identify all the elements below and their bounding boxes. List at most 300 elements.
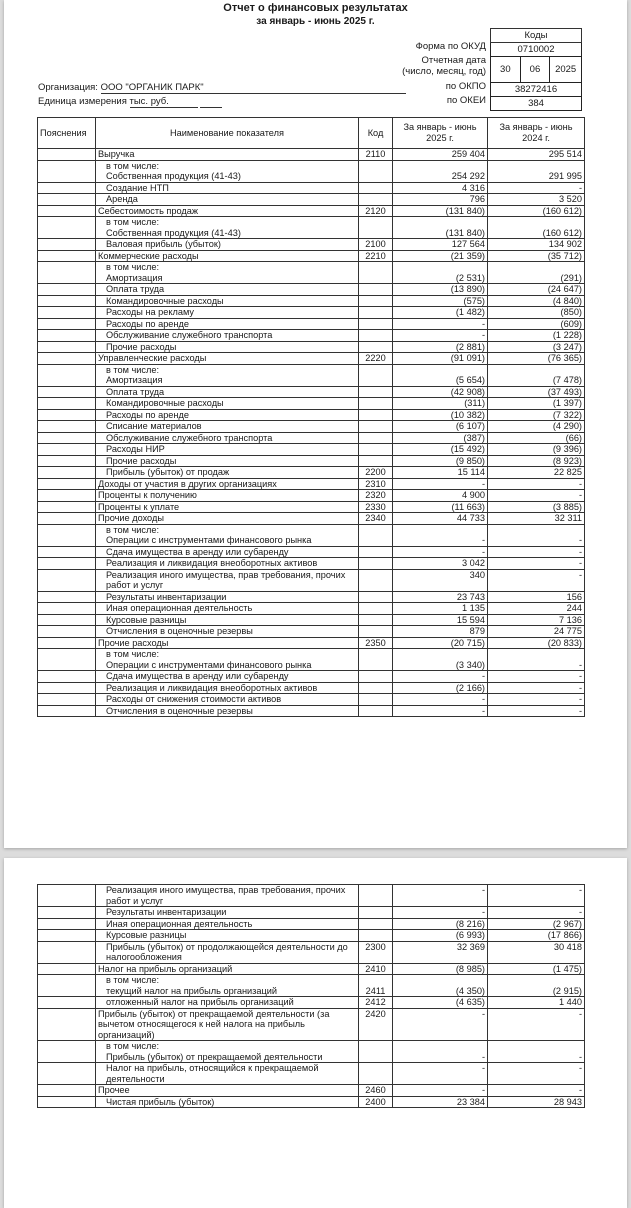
table-row [38, 694, 585, 706]
notes-cell [38, 682, 96, 694]
table-row [38, 1041, 585, 1063]
financial-results-table-page1 [37, 117, 585, 717]
indicator-label: Прибыль (убыток) от прекращаемой деятельности [106, 1051, 323, 1062]
value-2024: - [488, 1008, 585, 1041]
indicator-name [96, 398, 359, 410]
value-2025: 4 316 [393, 182, 488, 194]
value-2024: 156 [488, 591, 585, 603]
in-that-number-label: в том числе: [106, 649, 160, 659]
indicator-label: Курсовые разницы [106, 930, 187, 940]
indicator-name [96, 341, 359, 353]
table-row [38, 501, 585, 513]
indicator-name [96, 637, 359, 649]
indicator-label: Амортизация [106, 375, 163, 385]
indicator-name [96, 501, 359, 513]
value-2024: (4 840) [488, 295, 585, 307]
col-header-code: Код [359, 118, 393, 149]
indicator-name [96, 194, 359, 206]
indicator-name [96, 386, 359, 398]
indicator-name [96, 318, 359, 330]
value-2025: (575) [393, 295, 488, 307]
indicator-name [96, 614, 359, 626]
value-2025: - [393, 694, 488, 706]
notes-cell [38, 963, 96, 975]
value-2025: (15 492) [393, 444, 488, 456]
report-period: за январь - июнь 2025 г. [256, 16, 375, 27]
value-2024: 3 520 [488, 194, 585, 206]
indicator-name [96, 591, 359, 603]
value-2024: (17 866) [488, 930, 585, 942]
okpo-label: по ОКПО [445, 81, 486, 92]
indicator-label: Расходы по аренде [106, 409, 189, 420]
table-row [38, 558, 585, 570]
indicator-name [96, 307, 359, 319]
report-title: Отчет о финансовых результатах [223, 2, 408, 14]
value-2024: - [488, 907, 585, 919]
indicator-name [96, 513, 359, 525]
line-code [359, 649, 393, 671]
unit-blank [200, 96, 222, 108]
notes-cell [38, 941, 96, 963]
table-row [38, 671, 585, 683]
value-2024: 244 [488, 603, 585, 615]
value-2025: (2 881) [393, 341, 488, 353]
table-row [38, 1008, 585, 1041]
table-row [38, 160, 585, 182]
table-row [38, 603, 585, 615]
value-2025: - [393, 478, 488, 490]
indicator-name [96, 682, 359, 694]
line-code [359, 885, 393, 907]
line-code: 2460 [359, 1085, 393, 1097]
indicator-name [96, 649, 359, 671]
value-2024: - [488, 1085, 585, 1097]
value-2024: (1 475) [488, 963, 585, 975]
indicator-name [96, 330, 359, 342]
value-2025: 879 [393, 626, 488, 638]
line-code [359, 918, 393, 930]
indicator-label: Результаты инвентаризации [106, 907, 227, 917]
value-2024: - [488, 682, 585, 694]
value-2025: (20 715) [393, 637, 488, 649]
indicator-name [96, 409, 359, 421]
table-row [38, 432, 585, 444]
line-code [359, 160, 393, 182]
table-row [38, 217, 585, 239]
value-2024: 291 995 [488, 160, 585, 182]
value-2025: 23 743 [393, 591, 488, 603]
value-2025: - [393, 907, 488, 919]
table-row [38, 524, 585, 546]
line-code [359, 182, 393, 194]
table-row [38, 963, 585, 975]
line-code: 2300 [359, 941, 393, 963]
value-2024: (35 712) [488, 250, 585, 262]
value-2025: (21 359) [393, 250, 488, 262]
unit-label: Единица измерения [38, 96, 127, 107]
table-row [38, 513, 585, 525]
line-code [359, 591, 393, 603]
value-2024: - [488, 569, 585, 591]
value-2024: - [488, 490, 585, 502]
value-2025: 4 900 [393, 490, 488, 502]
indicator-name [96, 1096, 359, 1108]
table-row [38, 705, 585, 717]
value-2024: (850) [488, 307, 585, 319]
value-2024: 134 902 [488, 239, 585, 251]
line-code [359, 284, 393, 296]
notes-cell [38, 591, 96, 603]
value-2024: (609) [488, 318, 585, 330]
value-2024: (7 322) [488, 409, 585, 421]
indicator-name [96, 149, 359, 161]
table-row [38, 421, 585, 433]
indicator-label: Реализация и ликвидация внеоборотных активов [106, 682, 318, 693]
notes-cell [38, 239, 96, 251]
notes-cell [38, 386, 96, 398]
line-code: 2310 [359, 478, 393, 490]
codes-box [490, 28, 582, 111]
line-code: 2410 [359, 963, 393, 975]
indicator-name [96, 546, 359, 558]
value-2024: - [488, 558, 585, 570]
line-code [359, 1041, 393, 1063]
value-2024: (9 396) [488, 444, 585, 456]
table-row [38, 455, 585, 467]
indicator-label: Чистая прибыль (убыток) [106, 1096, 215, 1107]
notes-cell [38, 930, 96, 942]
notes-cell [38, 626, 96, 638]
notes-cell [38, 1096, 96, 1108]
line-code [359, 330, 393, 342]
notes-cell [38, 705, 96, 717]
value-2024: (7 478) [488, 364, 585, 386]
table-row [38, 467, 585, 479]
indicator-label: отложенный налог на прибыль организаций [106, 997, 294, 1007]
indicator-label: Аренда [106, 194, 138, 204]
table-row [38, 295, 585, 307]
value-2024: (1 397) [488, 398, 585, 410]
in-that-number-label: в том числе: [106, 364, 160, 375]
indicator-name [96, 250, 359, 262]
value-2025: 259 404 [393, 149, 488, 161]
value-2024: 7 136 [488, 614, 585, 626]
table-row [38, 182, 585, 194]
value-2024: (2 967) [488, 918, 585, 930]
date-year: 2025 [550, 57, 582, 83]
value-2024: - [488, 1063, 585, 1085]
line-code [359, 614, 393, 626]
table-row [38, 649, 585, 671]
notes-cell [38, 975, 96, 997]
table-row [38, 353, 585, 365]
line-code [359, 569, 393, 591]
line-code: 2210 [359, 250, 393, 262]
line-code [359, 318, 393, 330]
value-2024: (20 833) [488, 637, 585, 649]
unit-line [38, 96, 222, 108]
indicator-name [96, 284, 359, 296]
table-row [38, 918, 585, 930]
notes-cell [38, 295, 96, 307]
indicator-name [96, 671, 359, 683]
indicator-name [96, 975, 359, 997]
line-code [359, 307, 393, 319]
table-row [38, 941, 585, 963]
notes-cell [38, 262, 96, 284]
notes-cell [38, 918, 96, 930]
indicator-label: Отчисления в оценочные резервы [106, 626, 253, 636]
table-row [38, 284, 585, 296]
line-code [359, 705, 393, 717]
line-code [359, 558, 393, 570]
value-2024: (291) [488, 262, 585, 284]
value-2025: 15 114 [393, 467, 488, 479]
indicator-name [96, 558, 359, 570]
indicator-name [96, 490, 359, 502]
value-2025: - [393, 1008, 488, 1041]
notes-cell [38, 524, 96, 546]
line-code [359, 262, 393, 284]
value-2025: (4 635) [393, 997, 488, 1009]
value-2024: - [488, 182, 585, 194]
organization-label: Организация: [38, 82, 98, 93]
notes-cell [38, 444, 96, 456]
indicator-name [96, 963, 359, 975]
table-row [38, 569, 585, 591]
table-row [38, 975, 585, 997]
table-row [38, 591, 585, 603]
okei-value: 384 [491, 97, 582, 111]
value-2025: (3 340) [393, 649, 488, 671]
line-code: 2411 [359, 975, 393, 997]
indicator-label: Иная операционная деятельность [106, 603, 253, 613]
indicator-name [96, 467, 359, 479]
value-2025: 796 [393, 194, 488, 206]
in-that-number-label: в том числе: [106, 217, 160, 227]
indicator-label: Расходы на рекламу [106, 307, 195, 317]
indicator-name [96, 1085, 359, 1097]
table-row [38, 194, 585, 206]
indicator-label: Собственная продукция (41-43) [106, 227, 241, 238]
indicator-label: Отчисления в оценочные резервы [106, 705, 253, 716]
okei-label: по ОКЕИ [446, 95, 486, 106]
organization-name: ООО "ОРГАНИК ПАРК" [101, 82, 406, 94]
indicator-name [96, 941, 359, 963]
value-2024: (160 612) [488, 217, 585, 239]
value-2025: - [393, 318, 488, 330]
indicator-name [96, 444, 359, 456]
table-row [38, 885, 585, 907]
table-row [38, 330, 585, 342]
indicator-label: Командировочные расходы [106, 398, 224, 408]
value-2025: (2 166) [393, 682, 488, 694]
line-code [359, 930, 393, 942]
col-header-name: Наименование показателя [96, 118, 359, 149]
indicator-label: Реализация иного имущества, прав требования, прочих работ и услуг [106, 885, 346, 906]
line-code: 2330 [359, 501, 393, 513]
value-2025: (131 840) [393, 205, 488, 217]
indicator-name [96, 694, 359, 706]
indicator-label: Проценты к получению [98, 490, 197, 500]
indicator-label: Прочие расходы [106, 341, 177, 352]
value-2025: - [393, 671, 488, 683]
okud-value: 0710002 [491, 43, 582, 57]
notes-cell [38, 997, 96, 1009]
indicator-label: Расходы НИР [106, 444, 165, 454]
indicator-name [96, 205, 359, 217]
indicator-name [96, 353, 359, 365]
table-row [38, 637, 585, 649]
table-row [38, 626, 585, 638]
indicator-label: Обслуживание служебного транспорта [106, 330, 273, 340]
indicator-name [96, 1063, 359, 1085]
value-2024: - [488, 694, 585, 706]
line-code [359, 409, 393, 421]
indicator-label: Амортизация [106, 272, 163, 283]
notes-cell [38, 513, 96, 525]
notes-cell [38, 160, 96, 182]
notes-cell [38, 501, 96, 513]
value-2025: 1 135 [393, 603, 488, 615]
value-2025: (42 908) [393, 386, 488, 398]
notes-cell [38, 455, 96, 467]
codes-header: Коды [491, 29, 582, 43]
table-row [38, 341, 585, 353]
indicator-label: Прибыль (убыток) от продолжающейся деятельности до налогообложения [106, 941, 348, 962]
indicator-label: Управленческие расходы [98, 353, 207, 363]
line-code: 2110 [359, 149, 393, 161]
in-that-number-label: в том числе: [106, 262, 160, 272]
value-2024: 24 775 [488, 626, 585, 638]
line-code [359, 444, 393, 456]
okpo-value: 38272416 [491, 83, 582, 97]
notes-cell [38, 364, 96, 386]
value-2024: (1 228) [488, 330, 585, 342]
indicator-name [96, 705, 359, 717]
indicator-label: Расходы от снижения стоимости активов [106, 694, 282, 704]
value-2025: (8 985) [393, 963, 488, 975]
line-code: 2350 [359, 637, 393, 649]
value-2024: (76 365) [488, 353, 585, 365]
table-row [38, 262, 585, 284]
indicator-name [96, 364, 359, 386]
notes-cell [38, 1008, 96, 1041]
value-2024: - [488, 671, 585, 683]
table-row [38, 546, 585, 558]
table-row [38, 682, 585, 694]
in-that-number-label: в том числе: [106, 524, 160, 535]
indicator-label: Прочее [98, 1085, 130, 1095]
value-2025: 340 [393, 569, 488, 591]
value-2024: - [488, 546, 585, 558]
table-row [38, 149, 585, 161]
value-2025: - [393, 330, 488, 342]
value-2024: 22 825 [488, 467, 585, 479]
indicator-name [96, 524, 359, 546]
line-code: 2200 [359, 467, 393, 479]
table-row [38, 239, 585, 251]
indicator-label: Иная операционная деятельность [106, 918, 253, 929]
line-code [359, 341, 393, 353]
table-row [38, 398, 585, 410]
value-2024: - [488, 478, 585, 490]
value-2024: - [488, 524, 585, 546]
indicator-name [96, 295, 359, 307]
indicator-name [96, 1008, 359, 1041]
indicator-label: Сдача имущества в аренду или субаренду [106, 671, 289, 681]
notes-cell [38, 284, 96, 296]
indicator-name [96, 930, 359, 942]
indicator-label: Обслуживание служебного транспорта [106, 432, 273, 443]
table-row [38, 997, 585, 1009]
indicator-name [96, 421, 359, 433]
line-code: 2420 [359, 1008, 393, 1041]
line-code [359, 907, 393, 919]
value-2025: (311) [393, 398, 488, 410]
notes-cell [38, 307, 96, 319]
indicator-name [96, 478, 359, 490]
indicator-name [96, 1041, 359, 1063]
table-row [38, 318, 585, 330]
indicator-name [96, 432, 359, 444]
table-row [38, 205, 585, 217]
notes-cell [38, 694, 96, 706]
line-code [359, 603, 393, 615]
value-2024: 295 514 [488, 149, 585, 161]
notes-cell [38, 217, 96, 239]
value-2025: - [393, 1085, 488, 1097]
value-2025: (11 663) [393, 501, 488, 513]
value-2025: - [393, 1041, 488, 1063]
line-code [359, 217, 393, 239]
value-2024: (8 923) [488, 455, 585, 467]
value-2024: (66) [488, 432, 585, 444]
line-code: 2120 [359, 205, 393, 217]
value-2025: (13 890) [393, 284, 488, 296]
line-code [359, 626, 393, 638]
indicator-name [96, 907, 359, 919]
table-row [38, 1096, 585, 1108]
value-2024: (3 885) [488, 501, 585, 513]
notes-cell [38, 432, 96, 444]
value-2025: - [393, 885, 488, 907]
value-2024: - [488, 649, 585, 671]
in-that-number-label: в том числе: [106, 160, 160, 171]
indicator-label: Валовая прибыль (убыток) [106, 239, 221, 249]
date-day: 30 [491, 57, 521, 83]
value-2025: (387) [393, 432, 488, 444]
value-2025: - [393, 524, 488, 546]
value-2025: (9 850) [393, 455, 488, 467]
indicator-label: Прочие расходы [106, 455, 177, 466]
table-row [38, 250, 585, 262]
table-row [38, 1063, 585, 1085]
indicator-name [96, 885, 359, 907]
indicator-name [96, 239, 359, 251]
value-2025: (6 107) [393, 421, 488, 433]
notes-cell [38, 250, 96, 262]
indicator-label: текущий налог на прибыль организаций [106, 985, 278, 996]
notes-cell [38, 194, 96, 206]
organization-line [38, 82, 406, 94]
indicator-label: Командировочные расходы [106, 295, 224, 306]
line-code: 2320 [359, 490, 393, 502]
value-2025: (2 531) [393, 262, 488, 284]
line-code: 2340 [359, 513, 393, 525]
indicator-label: Создание НТП [106, 182, 169, 193]
indicator-label: Выручка [98, 149, 135, 159]
